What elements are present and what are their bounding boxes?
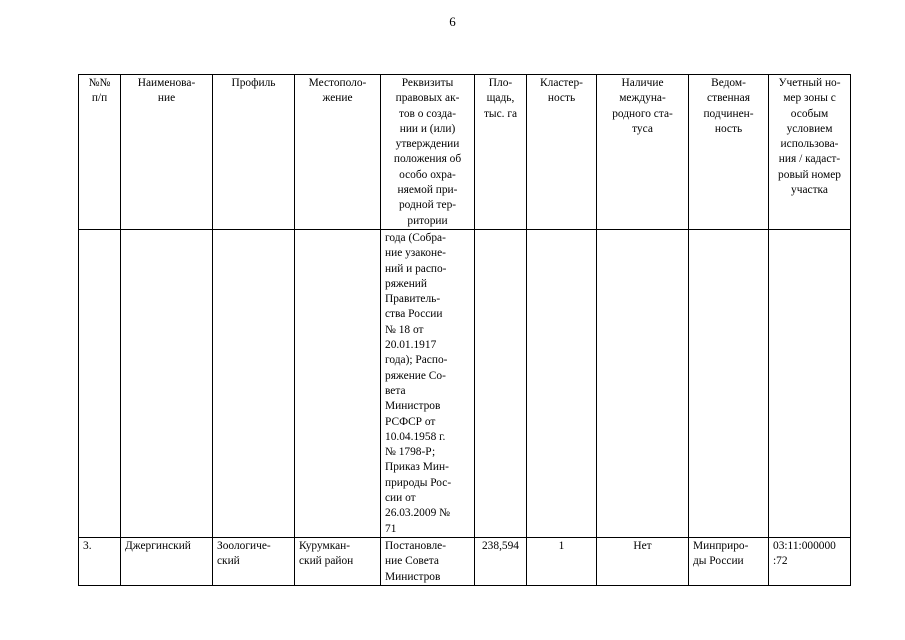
cell-international-status	[597, 229, 689, 537]
header-cadastral-number: Учетный но- мер зоны с особым условием использова- ния / кадаст- ровый номер участка	[769, 75, 851, 230]
cell-cadastral-number: 03:11:000000 :72	[769, 537, 851, 585]
cell-number	[79, 229, 121, 537]
cell-cadastral-number	[769, 229, 851, 537]
cell-cluster	[527, 229, 597, 537]
cell-number: 3.	[79, 537, 121, 585]
cell-legal-acts: Постановле- ние Совета Министров	[381, 537, 475, 585]
table-header-row	[79, 75, 851, 230]
cell-legal-acts: года (Собра- ние узаконе- ний и распо- ряжений Правитель- ства России № 18 от 20.01.1917 года); Распо- ряжение Со- вета Министров РСФСР от 10.04.1958 г. № 1798-Р; Приказ Мин- природы Рос- сии от 26.03.2009 № 71	[381, 229, 475, 537]
header-international-status: Наличие междуна- родного ста- туса	[597, 75, 689, 230]
header-area: Пло- щадь, тыс. га	[475, 75, 527, 230]
cell-profile	[213, 229, 295, 537]
header-profile: Профиль	[213, 75, 295, 230]
header-number: №№ п/п	[79, 75, 121, 230]
header-name: Наименова- ние	[121, 75, 213, 230]
protected-areas-table	[78, 74, 851, 586]
table-row	[79, 537, 851, 585]
header-location: Местополо- жение	[295, 75, 381, 230]
cell-area: 238,594	[475, 537, 527, 585]
cell-name: Джергинский	[121, 537, 213, 585]
cell-name	[121, 229, 213, 537]
header-department: Ведом- ственная подчинен- ность	[689, 75, 769, 230]
header-cluster: Кластер- ность	[527, 75, 597, 230]
cell-international-status: Нет	[597, 537, 689, 585]
cell-department: Минприро- ды России	[689, 537, 769, 585]
cell-cluster: 1	[527, 537, 597, 585]
cell-profile: Зоологиче- ский	[213, 537, 295, 585]
header-legal-acts: Реквизиты правовых ак- тов о созда- нии и (или) утверждении положения об особо охра- няемой при- родной тер- ритории	[381, 75, 475, 230]
cell-area	[475, 229, 527, 537]
table-row	[79, 229, 851, 537]
cell-department	[689, 229, 769, 537]
cell-location	[295, 229, 381, 537]
page-number: 6	[449, 14, 456, 29]
cell-location: Курумкан- ский район	[295, 537, 381, 585]
